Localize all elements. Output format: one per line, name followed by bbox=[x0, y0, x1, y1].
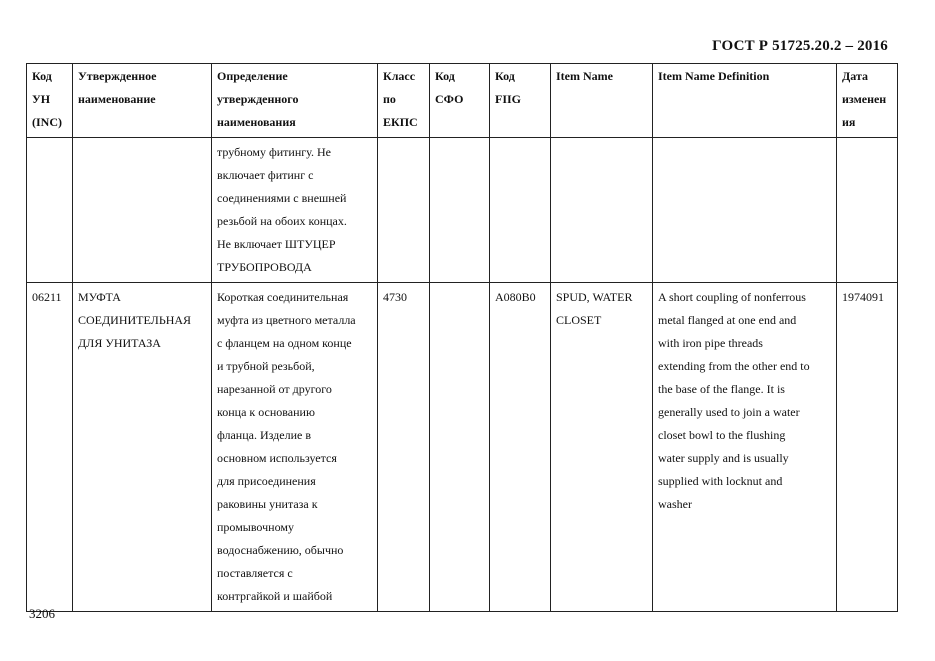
table-cell: МУФТА СОЕДИНИТЕЛЬНАЯ ДЛЯ УНИТАЗА bbox=[73, 283, 212, 612]
table-cell bbox=[27, 138, 73, 283]
table-cell bbox=[73, 138, 212, 283]
table-cell: 1974091 bbox=[837, 283, 898, 612]
column-header-definition: Определение утвержденного наименования bbox=[212, 64, 378, 138]
header-row bbox=[27, 64, 898, 138]
table-cell bbox=[551, 138, 653, 283]
table-cell: A080B0 bbox=[490, 283, 551, 612]
classification-table bbox=[26, 63, 898, 612]
column-header-change-date: Дата изменен ия bbox=[837, 64, 898, 138]
column-header-inc: Код УН (INC) bbox=[27, 64, 73, 138]
table-row bbox=[27, 283, 898, 612]
table-cell bbox=[378, 138, 430, 283]
table-cell bbox=[490, 138, 551, 283]
column-header-sfo-code: Код СФО bbox=[430, 64, 490, 138]
column-header-fiig-code: Код FIIG bbox=[490, 64, 551, 138]
document-code: ГОСТ Р 51725.20.2 – 2016 bbox=[712, 38, 888, 54]
column-header-approved-name: Утвержденное наименование bbox=[73, 64, 212, 138]
table-cell bbox=[430, 283, 490, 612]
page-number: 3206 bbox=[29, 606, 55, 621]
column-header-item-name-definition: Item Name Definition bbox=[653, 64, 837, 138]
table-cell bbox=[653, 138, 837, 283]
table-cell: 4730 bbox=[378, 283, 430, 612]
table-cell: SPUD, WATER CLOSET bbox=[551, 283, 653, 612]
column-header-ekps-class: Класс по ЕКПС bbox=[378, 64, 430, 138]
table-cell bbox=[430, 138, 490, 283]
table-cell: трубному фитингу. Не включает фитинг с соединениями с внешней резьбой на обоих концах. Не включает ШТУЦЕР ТРУБОПРОВОДА bbox=[212, 138, 378, 283]
table-cell: 06211 bbox=[27, 283, 73, 612]
table-cell: A short coupling of nonferrous metal flanged at one end and with iron pipe threads extending from the other end to the base of the flange. It is generally used to join a water closet bowl to the flushing water supply and is usually supplied with locknut and washer bbox=[653, 283, 837, 612]
column-header-item-name: Item Name bbox=[551, 64, 653, 138]
table-cell: Короткая соединительная муфта из цветного металла с фланцем на одном конце и трубной резьбой, нарезанной от другого конца к основанию фланца. Изделие в основном используется для присоединения раковины унитаза к промывочному водоснабжению, обычно поставляется с контргайкой и шайбой bbox=[212, 283, 378, 612]
table-row bbox=[27, 138, 898, 283]
table-cell bbox=[837, 138, 898, 283]
